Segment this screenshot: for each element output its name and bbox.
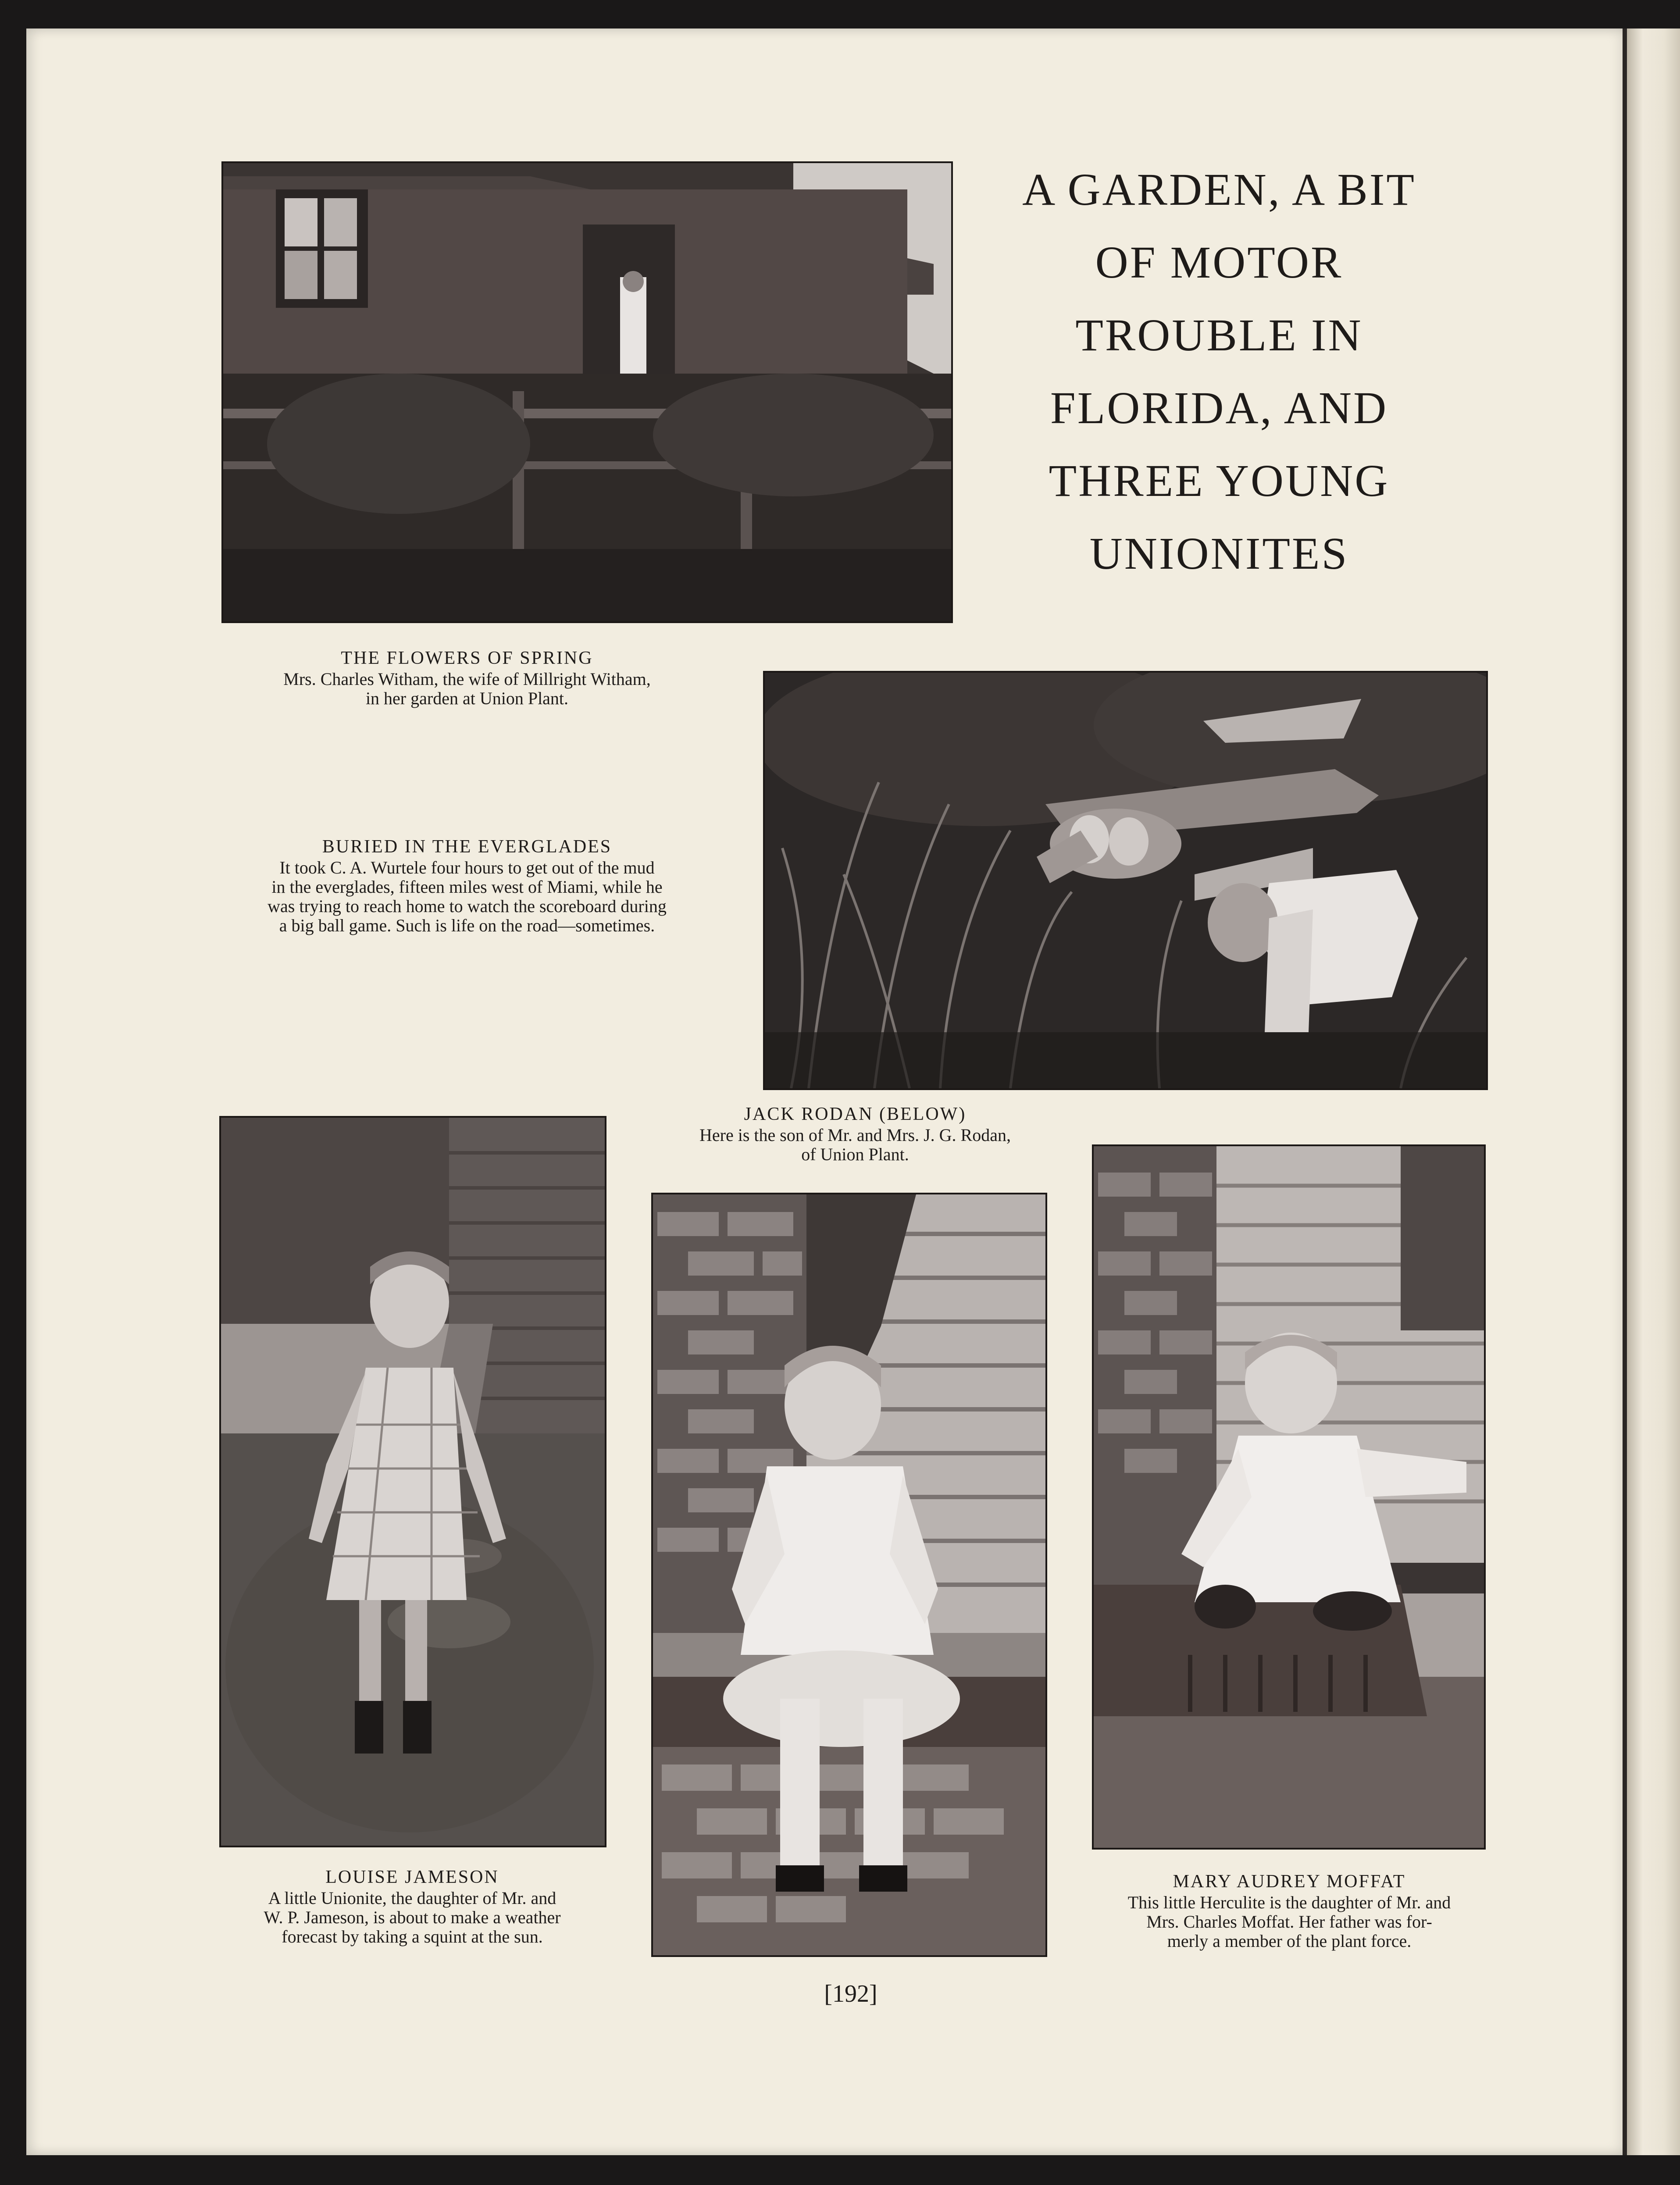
louise-photo	[219, 1116, 606, 1847]
caption-line: was trying to reach home to watch the scoreboard during	[268, 896, 667, 916]
title-line: THREE YOUNG	[1049, 456, 1390, 506]
caption-everglades	[215, 835, 719, 935]
caption-line: merly a member of the plant force.	[1167, 1931, 1412, 1951]
caption-line: forecast by taking a squint at the sun.	[282, 1927, 543, 1946]
title-line: FLORIDA, AND	[1050, 383, 1388, 433]
title-line: OF MOTOR	[1095, 237, 1343, 288]
title-line: TROUBLE IN	[1075, 310, 1363, 360]
caption-heading: LOUISE JAMESON	[325, 1867, 499, 1887]
caption-line: of Union Plant.	[801, 1144, 909, 1164]
caption-line: It took C. A. Wurtele four hours to get out of the mud	[279, 858, 655, 877]
article-title	[956, 153, 1482, 590]
next-page-edge	[1627, 29, 1680, 2155]
caption-jack	[636, 1103, 1074, 1164]
page-number: [192]	[824, 1980, 877, 2007]
page-spine	[1623, 29, 1627, 2155]
caption-heading: THE FLOWERS OF SPRING	[341, 648, 593, 668]
title-line: A GARDEN, A BIT	[1022, 164, 1416, 215]
mary-photo	[1092, 1144, 1486, 1850]
caption-line: Here is the son of Mr. and Mrs. J. G. Rodan,	[699, 1125, 1011, 1145]
caption-line: Mrs. Charles Moffat. Her father was for-	[1146, 1912, 1432, 1932]
caption-line: Mrs. Charles Witham, the wife of Millright Witham,	[283, 669, 651, 689]
caption-line: in the everglades, fifteen miles west of Miami, while he	[271, 877, 663, 897]
title-line: UNIONITES	[1089, 528, 1349, 579]
caption-heading: MARY AUDREY MOFFAT	[1173, 1871, 1406, 1892]
caption-line: W. P. Jameson, is about to make a weather	[264, 1907, 561, 1927]
caption-line: in her garden at Union Plant.	[365, 688, 569, 708]
garden-photo	[221, 161, 953, 623]
caption-flowers	[215, 647, 719, 708]
caption-heading: JACK RODAN (BELOW)	[744, 1104, 967, 1124]
caption-line: This little Herculite is the daughter of Mr. and	[1127, 1893, 1451, 1912]
everglades-car-photo	[763, 671, 1488, 1090]
jack-photo	[651, 1193, 1047, 1957]
caption-line: A little Unionite, the daughter of Mr. and	[268, 1888, 556, 1908]
caption-louise	[208, 1866, 616, 1946]
caption-heading: BURIED IN THE EVERGLADES	[322, 837, 612, 857]
caption-line: a big ball game. Such is life on the road—sometimes.	[279, 916, 655, 935]
caption-mary	[1083, 1870, 1495, 1951]
